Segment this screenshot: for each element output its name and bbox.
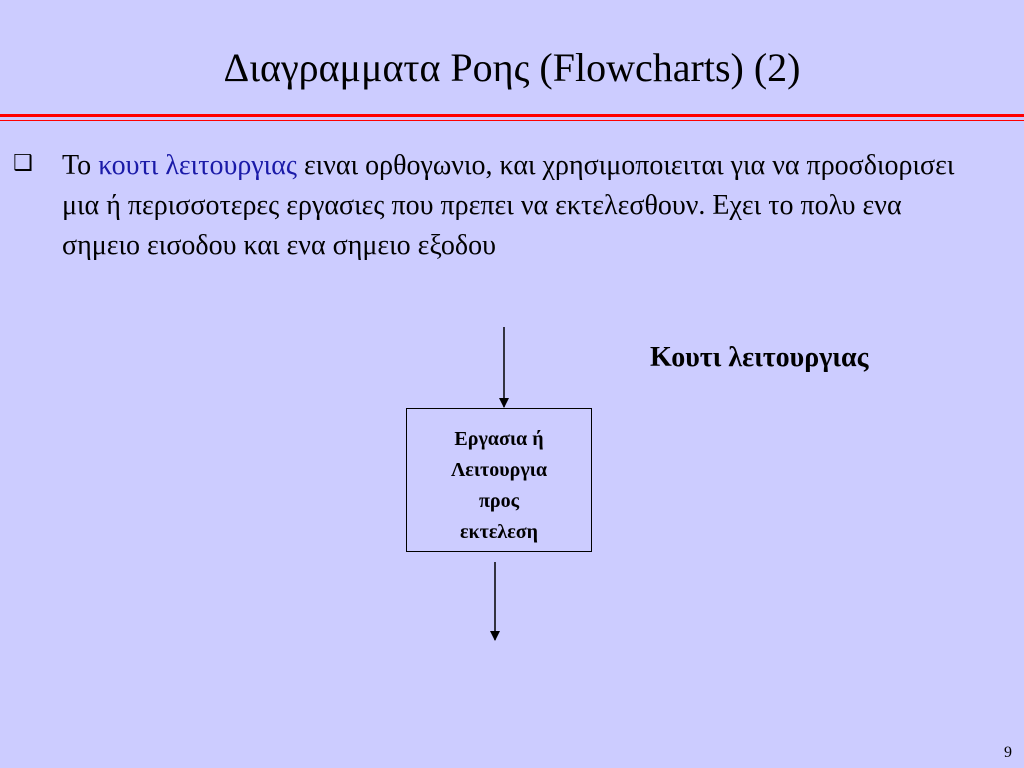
process-box-line: εκτελεση <box>459 521 539 543</box>
process-box-text <box>406 424 592 548</box>
process-box-line: προς <box>478 490 520 512</box>
process-box-line: Λειτουργια <box>450 459 548 481</box>
slide-title: Διαγραμματα Ροης (Flowcharts) (2) <box>223 45 801 90</box>
checkbox-bullet-icon: ❑ <box>13 151 33 176</box>
bullet-prefix: Το <box>62 150 99 181</box>
page-number: 9 <box>1004 744 1012 761</box>
bullet-highlight: κουτι λειτουργιας <box>98 150 297 181</box>
bullet-rest: ειναι ορθογωνιο, και χρησιμοποιειται για να προσδιορισει μια ή περισσοτερες εργασιες που πρεπει να εκτελεσθουν. Εχει το πολυ ενα σημειο εισοδου και ενα σημειο εξοδου <box>62 150 955 261</box>
process-box-line: Εργασια ή <box>454 428 544 450</box>
diagram-label: Κουτι λειτουργιας <box>650 342 869 373</box>
